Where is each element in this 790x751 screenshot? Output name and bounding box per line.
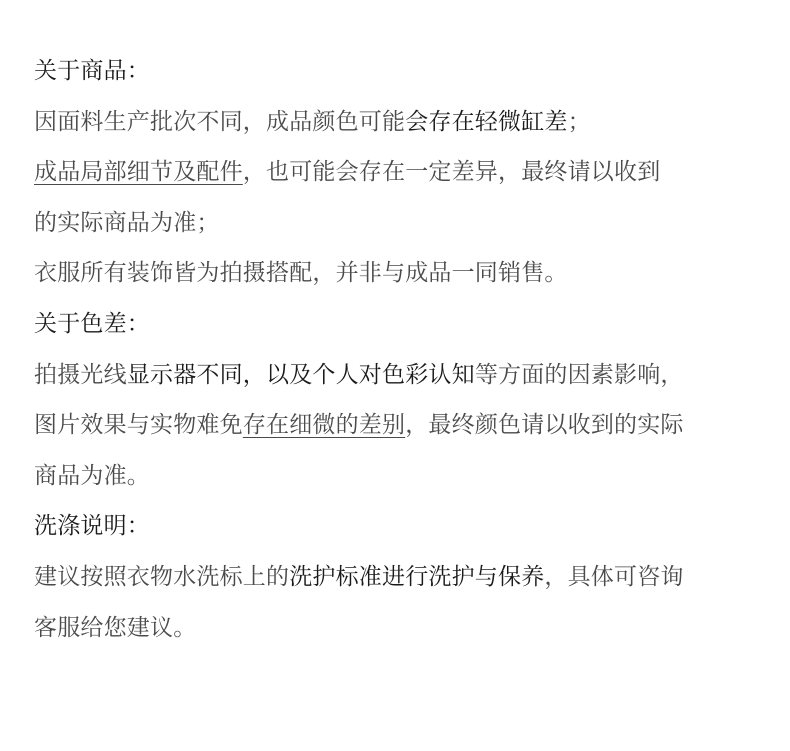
text-run: 等方面的因素影响， xyxy=(474,361,684,388)
underlined-text: 存在细微的差别 xyxy=(242,412,406,439)
section-color-difference xyxy=(34,299,774,501)
text-run: 客服给您建议。 xyxy=(34,614,197,641)
section-washing xyxy=(34,501,774,653)
section-heading-product: 关于商品： xyxy=(34,58,150,84)
paragraph-line xyxy=(34,603,774,654)
section-product xyxy=(34,46,774,299)
emphasis-text: 会存在轻微缸差 xyxy=(405,108,568,135)
text-run: 拍摄光线 xyxy=(34,361,127,388)
paragraph-line xyxy=(34,350,774,401)
text-run: 建议按照衣物水洗标上的 xyxy=(34,563,290,590)
section-heading-washing: 洗涤说明： xyxy=(34,513,150,540)
text-run: ，最终颜色请以收到的实际 xyxy=(405,412,684,439)
text-run: 商品为准。 xyxy=(34,462,150,489)
underlined-text: 成品局部细节及配件 xyxy=(34,159,243,186)
paragraph-line xyxy=(34,400,774,451)
emphasis-text: 洗护标准进行洗护与保养 xyxy=(289,563,545,590)
emphasis-text: 显示器不同，以及个人对色彩认知 xyxy=(126,361,475,388)
text-run: 的实际商品为准； xyxy=(34,209,220,236)
paragraph-line xyxy=(34,97,774,148)
paragraph-line xyxy=(34,248,774,299)
paragraph-line xyxy=(34,147,774,198)
paragraph-line xyxy=(34,451,774,502)
text-run: ； xyxy=(567,108,591,135)
paragraph-line xyxy=(34,198,774,249)
text-run: ，具体可咨询 xyxy=(544,563,684,590)
text-run: ，也可能会存在一定差异，最终请以收到 xyxy=(242,159,661,186)
text-run: 图片效果与实物难免 xyxy=(34,412,243,439)
section-heading-color: 关于色差： xyxy=(34,310,150,337)
product-notice-document xyxy=(34,46,774,653)
text-run: 因面料生产批次不同，成品颜色可能 xyxy=(34,108,406,135)
paragraph-line xyxy=(34,552,774,603)
text-run: 衣服所有装饰皆为拍摄搭配，并非与成品一同销售。 xyxy=(34,260,568,287)
